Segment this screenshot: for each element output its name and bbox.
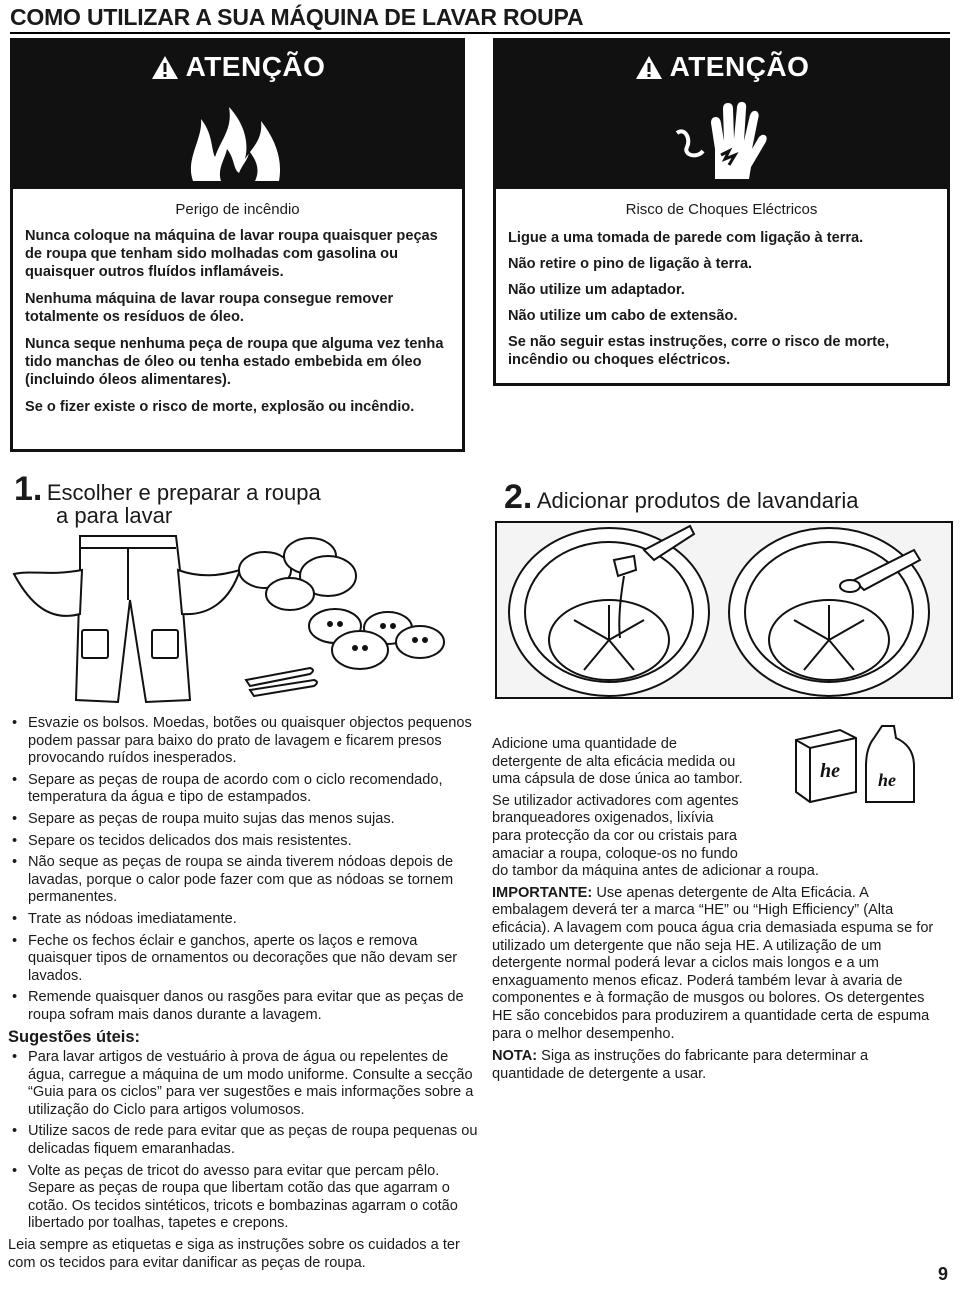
safety-pins-illustration bbox=[246, 668, 317, 696]
text-line: detergente de alta eficácia medida ou bbox=[492, 753, 736, 770]
warning-title: ATENÇÃO bbox=[669, 51, 810, 82]
step-1-content bbox=[8, 715, 480, 1276]
list-item: • Para lavar artigos de vestuário à prova de água ou repelentes de água, carregue a máquina de um modo uniforme. Consulte a secção “Guia para os ciclos” para ver sugestões e mais informações sobre a utilização do Ciclo para artigos volumosos. bbox=[8, 1049, 480, 1119]
pants-illustration bbox=[14, 536, 240, 702]
he-logo-bottle: he bbox=[878, 770, 896, 790]
list-item: • Separe os tecidos delicados dos mais resistentes. bbox=[8, 833, 480, 851]
step-title-line1: Escolher e preparar a roupa bbox=[46, 480, 321, 505]
list-item: • Volte as peças de tricot do avesso para evitar que percam pêlo. Separe as peças de roupa que libertam cotão das que agarram o cotão. Os tecidos sintéticos, tricots e bombazinas agarram o cotão libertado por toalhas, tapetes e crepons. bbox=[8, 1163, 480, 1233]
warning-paragraph: Nunca seque nenhuma peça de roupa que alguma vez tenha tido manchas de óleo ou tenha estado embebida em óleo (incluindo óleos alimentares). bbox=[25, 336, 444, 388]
note-paragraph bbox=[492, 1048, 938, 1083]
step-title-line2: a para lavar bbox=[56, 503, 173, 528]
step-number: 1. bbox=[14, 470, 43, 508]
warning-paragraph: Nenhuma máquina de lavar roupa consegue remover totalmente os resíduos de óleo. bbox=[25, 291, 394, 325]
list-item: • Utilize sacos de rede para evitar que as peças de roupa pequenas ou delicadas fiquem emaranhadas. bbox=[8, 1123, 480, 1158]
important-paragraph bbox=[492, 885, 938, 1043]
important-label: IMPORTANTE: bbox=[492, 884, 593, 901]
step-2-content bbox=[492, 736, 938, 1088]
he-logo-box: he bbox=[820, 760, 840, 782]
text-line: para protecção da cor ou cristais para bbox=[492, 827, 737, 844]
tips-heading: Sugestões úteis: bbox=[8, 1027, 141, 1046]
warning-title: ATENÇÃO bbox=[185, 51, 326, 82]
list-item: • Trate as nódoas imediatamente. bbox=[8, 911, 480, 929]
pants-and-objects-illustration bbox=[10, 530, 480, 710]
warning-subtitle: Risco de Choques Eléctricos bbox=[625, 201, 818, 218]
intro-text bbox=[492, 736, 938, 789]
fire-warning-box bbox=[10, 38, 465, 452]
important-text: Use apenas detergente de Alta Eficácia. A embalagem deverá ter a marca “HE” ou “High Efficiency” (Alta eficácia). A lavagem com pouca água cria demasiada espuma se for utilizado um detergente que não seja HE. A utilização de um detergente normal poderá levar a ciclos mais longos e a um enxaguamento menos eficaz. Poderá também levar à avaria de componentes e à formação de musgos ou bolores. Os detergentes HE são concebidos para produzirem a quantidade certa de espuma para o melhor desempenho. bbox=[492, 884, 934, 1042]
list-item: • Esvazie os bolsos. Moedas, botões ou quaisquer objectos pequenos podem passar para baixo do prato de lavagem e ficarem presos provocando ruídos inesperados. bbox=[8, 715, 480, 768]
list-item: • Feche os fechos éclair e ganchos, aperte os laços e remova quaisquer tipos de ornamentos ou decorações que não devam ser lavados. bbox=[8, 933, 480, 986]
list-item: • Não seque as peças de roupa se ainda tiverem nódoas depois de lavadas, porque o calor pode fazer com que as nódoas se tornem permanentes. bbox=[8, 854, 480, 907]
note-label: NOTA: bbox=[492, 1048, 538, 1065]
list-item: • Separe as peças de roupa muito sujas das menos sujas. bbox=[8, 811, 480, 829]
list-item: • Separe as peças de roupa de acordo com o ciclo recomendado, temperatura da água e tipo de estampados. bbox=[8, 772, 480, 807]
washer-drum-illustration bbox=[494, 520, 954, 700]
shock-warning-box bbox=[493, 38, 950, 386]
fire-icon bbox=[183, 99, 293, 184]
activators-text bbox=[492, 793, 938, 881]
step-2-title bbox=[504, 478, 954, 517]
warning-paragraph: Não retire o pino de ligação à terra. bbox=[508, 256, 753, 272]
drum-right bbox=[729, 528, 929, 696]
title-divider bbox=[10, 32, 950, 34]
step-1-title bbox=[14, 470, 474, 529]
warning-paragraph: Se o fizer existe o risco de morte, explosão ou incêndio. bbox=[25, 399, 415, 415]
step-title-text: Adicionar produtos de lavandaria bbox=[536, 488, 859, 513]
warning-paragraph: Nunca coloque na máquina de lavar roupa quaisquer peças de roupa que tenham sido molhadas com gasolina ou quaisquer outros fluídos inflamáveis. bbox=[25, 228, 438, 280]
warning-triangle-icon bbox=[150, 54, 180, 81]
drum-left bbox=[509, 528, 709, 696]
step-1-bullet-list bbox=[8, 715, 480, 1025]
text-line: uma cápsula de dose única ao tambor. bbox=[492, 771, 743, 788]
electric-shock-hand-icon bbox=[671, 93, 771, 183]
text-line: amaciar a roupa, coloque-os no fundo bbox=[492, 845, 738, 862]
note-text: Siga as instruções do fabricante para determinar a quantidade de detergente a usar. bbox=[492, 1048, 869, 1082]
warning-header bbox=[13, 41, 462, 189]
page-number: 9 bbox=[937, 1264, 948, 1284]
warning-header bbox=[496, 41, 947, 189]
page-title: COMO UTILIZAR A SUA MÁQUINA DE LAVAR ROUPA bbox=[10, 4, 584, 30]
warning-text bbox=[25, 227, 452, 425]
step-number: 2. bbox=[504, 478, 533, 516]
coins-illustration bbox=[239, 538, 356, 610]
warning-text bbox=[508, 229, 937, 377]
tips-list bbox=[8, 1049, 480, 1233]
buttons-illustration bbox=[309, 609, 444, 669]
warning-paragraph: Não utilize um cabo de extensão. bbox=[508, 308, 738, 324]
warning-subtitle: Perigo de incêndio bbox=[175, 201, 300, 218]
closing-text: Leia sempre as etiquetas e siga as instruções sobre os cuidados a ter com os tecidos para evitar danificar as peças de roupa. bbox=[8, 1237, 460, 1271]
warning-paragraph: Ligue a uma tomada de parede com ligação à terra. bbox=[508, 230, 864, 246]
text-line: Adicione uma quantidade de bbox=[492, 736, 677, 752]
list-item: • Remende quaisquer danos ou rasgões para evitar que as peças de roupa sofram mais danos durante a lavagem. bbox=[8, 989, 480, 1024]
text-line: branqueadores oxigenados, lixívia bbox=[492, 810, 714, 827]
warning-triangle-icon bbox=[634, 54, 664, 81]
warning-paragraph: Não utilize um adaptador. bbox=[508, 282, 685, 298]
text-line: Se utilizador activadores com agentes bbox=[492, 792, 739, 809]
text-line: do tambor da máquina antes de adicionar a roupa. bbox=[492, 863, 819, 880]
warning-paragraph: Se não seguir estas instruções, corre o risco de morte, incêndio ou choques eléctricos. bbox=[508, 334, 890, 368]
